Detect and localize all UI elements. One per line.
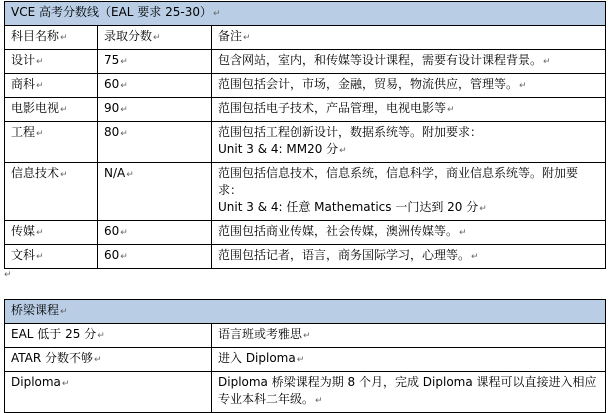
paragraph-mark-icon: ↵ [60, 170, 68, 180]
paragraph-mark-icon: ↵ [126, 170, 134, 180]
paragraph-mark-icon: ↵ [339, 146, 347, 156]
header-notes: 备注 [218, 29, 243, 43]
notes-text: 包含网站，室内，和传媒等设计课程，需要有设计课程背景。 [218, 53, 543, 67]
score-value: 60 [104, 224, 120, 238]
paragraph-mark-icon: ↵ [120, 129, 128, 139]
table-title: VCE 高考分数线（EAL 要求 25-30） [11, 5, 212, 19]
subject-cell [5, 163, 98, 221]
paragraph-mark-icon: ↵ [212, 9, 221, 19]
paragraph-mark-icon: ↵ [120, 81, 128, 91]
subject-name: 传媒 [11, 224, 36, 238]
paragraph-mark-icon: ↵ [519, 81, 527, 91]
score-value: 60 [104, 77, 120, 91]
paragraph-mark-icon: ↵ [60, 105, 68, 115]
notes-paragraph [218, 199, 599, 218]
notes-text: 范围包括记者，语言，商务国际学习，心理等。 [218, 248, 471, 262]
outcome-cell [212, 372, 606, 413]
paragraph-mark-icon: ↵ [303, 331, 311, 341]
paragraph-mark-icon: ↵ [243, 33, 251, 43]
condition-cell [5, 324, 212, 348]
condition-text: ATAR 分数不够 [11, 351, 94, 365]
score-cell [98, 245, 212, 269]
subject-name: 信息技术 [11, 166, 60, 180]
table-row [5, 245, 606, 269]
table-title-row [5, 300, 606, 324]
condition-text: EAL 低于 25 分 [11, 327, 97, 341]
notes-text: 范围包括工程创新设计，数据系统等。附加要求： [218, 125, 483, 139]
outcome-cell [212, 324, 606, 348]
header-cell [98, 26, 212, 50]
subject-name: 工程 [11, 125, 36, 139]
paragraph-mark-icon: ↵ [471, 252, 479, 262]
header-row [5, 26, 606, 50]
paragraph-mark-icon: ↵ [36, 81, 44, 91]
paragraph-mark-icon: ↵ [479, 204, 487, 214]
paragraph-mark-icon: ↵ [94, 355, 102, 365]
notes-text: 范围包括信息技术，信息系统，信息科学，商业信息系统等。附加要求： [218, 166, 579, 197]
bridge-course-table [4, 299, 606, 413]
outcome-text: Diploma 桥梁课程为期 8 个月，完成 Diploma 课程可以直接进入相应专业本科二年级。 [218, 375, 597, 406]
notes-cell [212, 245, 606, 269]
outcome-text: 进入 Diploma [218, 351, 296, 365]
paragraph-mark-icon: ↵ [60, 307, 68, 317]
score-cell [98, 163, 212, 221]
paragraph-mark-icon: ↵ [120, 252, 128, 262]
score-value: 80 [104, 125, 120, 139]
paragraph-mark-icon: ↵ [153, 33, 161, 43]
score-cell [98, 50, 212, 74]
table-row [5, 50, 606, 74]
score-cell [98, 122, 212, 163]
paragraph-mark-icon: ↵ [4, 270, 12, 280]
paragraph-mark-icon: ↵ [315, 396, 323, 406]
paragraph-mark-icon: ↵ [61, 379, 70, 389]
score-cell [98, 98, 212, 122]
paragraph-mark-icon: ↵ [120, 105, 128, 115]
paragraph-mark-icon: ↵ [97, 331, 105, 341]
vce-score-table [4, 1, 606, 269]
header-subject: 科目名称 [11, 29, 60, 43]
paragraph-mark-icon: ↵ [36, 129, 44, 139]
header-cell [5, 26, 98, 50]
paragraph-mark-icon: ↵ [60, 33, 68, 43]
condition-cell [5, 348, 212, 372]
table-row [5, 324, 606, 348]
subject-name: 文科 [11, 248, 36, 262]
paragraph-mark-icon: ↵ [447, 105, 455, 115]
paragraph-mark-icon: ↵ [36, 228, 44, 238]
subject-cell [5, 50, 98, 74]
outcome-cell [212, 348, 606, 372]
table-title: 桥梁课程 [11, 303, 60, 317]
table-row [5, 122, 606, 163]
notes-text: 范围包括会计，市场，金融，贸易，物流供应，管理等。 [218, 77, 519, 91]
subject-cell [5, 245, 98, 269]
paragraph-mark-icon: ↵ [120, 57, 128, 67]
table-row [5, 74, 606, 98]
notes-cell [212, 74, 606, 98]
notes-text: 范围包括商业传媒，社会传媒，澳洲传媒等。 [218, 224, 459, 238]
notes-requirement: Unit 3 & 4: MM20 分 [218, 142, 339, 156]
header-score: 录取分数 [104, 29, 153, 43]
table-row [5, 348, 606, 372]
table-row [5, 98, 606, 122]
paragraph-mark-icon: ↵ [120, 228, 128, 238]
notes-requirement: Unit 3 & 4: 任意 Mathematics 一门达到 20 分 [218, 200, 479, 214]
table-title-row [5, 2, 606, 26]
notes-cell [212, 98, 606, 122]
notes-paragraph [218, 141, 599, 160]
outcome-text: 语言班或考雅思 [218, 327, 303, 341]
notes-text: 范围包括电子技术，产品管理，电视电影等 [218, 101, 447, 115]
score-cell [98, 221, 212, 245]
table-title-cell [5, 2, 606, 26]
condition-cell [5, 372, 212, 413]
subject-cell [5, 221, 98, 245]
paragraph-mark-icon: ↵ [296, 355, 305, 365]
paragraph-mark-icon: ↵ [543, 57, 551, 67]
score-cell [98, 74, 212, 98]
subject-name: 电影电视 [11, 101, 60, 115]
paragraph-mark-icon: ↵ [36, 252, 44, 262]
subject-cell [5, 98, 98, 122]
notes-cell [212, 163, 606, 221]
paragraph-mark-icon: ↵ [459, 228, 467, 238]
score-value: 75 [104, 53, 120, 67]
subject-name: 设计 [11, 53, 36, 67]
condition-text: Diploma [11, 375, 61, 389]
notes-cell [212, 50, 606, 74]
table-row [5, 372, 606, 413]
notes-paragraph [218, 124, 599, 141]
subject-cell [5, 74, 98, 98]
table-row [5, 163, 606, 221]
score-value: N/A [104, 166, 126, 180]
paragraph-mark-icon: ↵ [36, 57, 44, 67]
notes-cell [212, 221, 606, 245]
table-title-cell [5, 300, 606, 324]
notes-paragraph [218, 165, 599, 199]
header-cell [212, 26, 606, 50]
notes-cell [212, 122, 606, 163]
table-row [5, 221, 606, 245]
subject-name: 商科 [11, 77, 36, 91]
score-value: 90 [104, 101, 120, 115]
subject-cell [5, 122, 98, 163]
score-value: 60 [104, 248, 120, 262]
